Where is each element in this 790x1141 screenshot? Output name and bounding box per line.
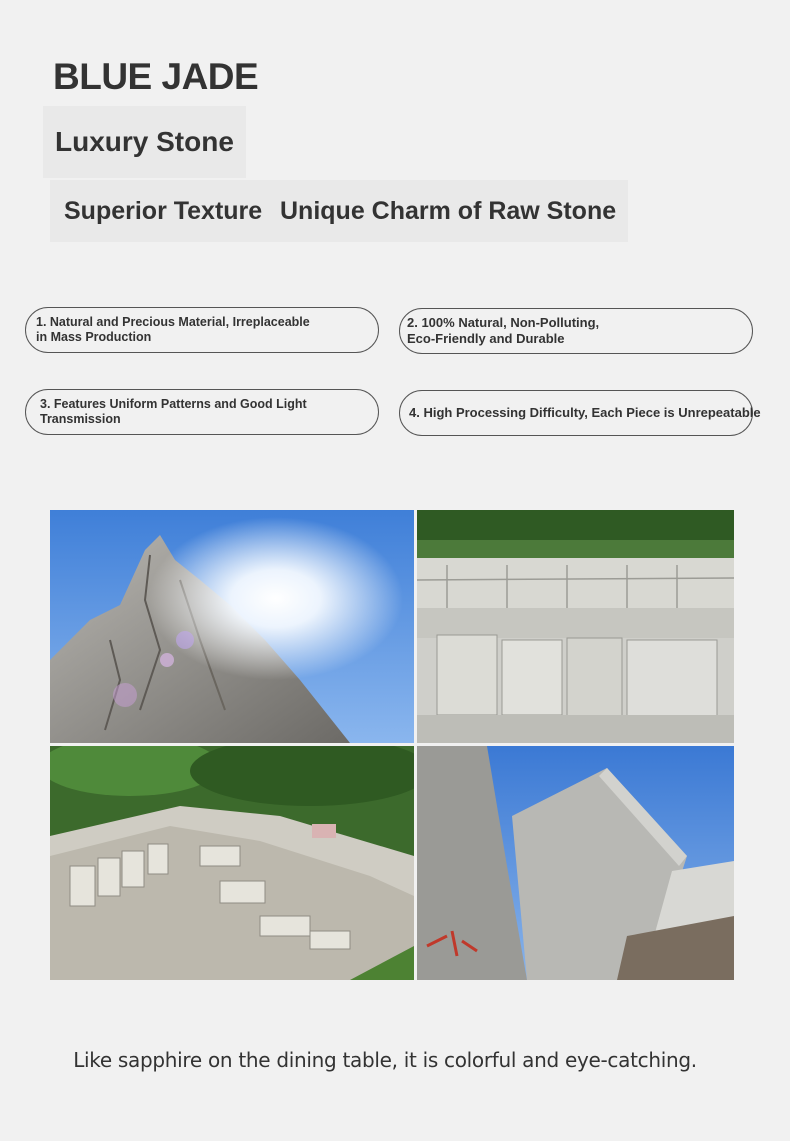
- feature-pill-1: [25, 307, 379, 353]
- feature-3-line-1: 3. Features Uniform Patterns and Good Light: [40, 397, 307, 411]
- feature-4-line-1: 4. High Processing Difficulty, Each Piece is Unrepeatable: [409, 405, 761, 421]
- stone-block-sky-photo: [417, 746, 734, 980]
- tag-unique-charm: Unique Charm of Raw Stone: [268, 180, 628, 242]
- feature-pill-4: [399, 390, 761, 436]
- feature-pill-2: [399, 308, 753, 354]
- feature-2-line-1: 2. 100% Natural, Non-Polluting,: [407, 315, 600, 331]
- feature-pill-3: [25, 389, 379, 435]
- feature-1-line-2: in Mass Production: [36, 330, 152, 344]
- quarry-photo-grid: [50, 510, 734, 980]
- page-title: BLUE JADE: [53, 56, 259, 97]
- feature-3-line-2: Transmission: [40, 412, 121, 426]
- feature-2-line-2: Eco-Friendly and Durable: [407, 331, 565, 346]
- caption-text: Like sapphire on the dining table, it is colorful and eye-catching.: [73, 1048, 697, 1072]
- open-pit-quarry-photo: [50, 746, 414, 980]
- tag-luxury-stone: Luxury Stone: [43, 106, 246, 178]
- feature-1-line-1: 1. Natural and Precious Material, Irreplaceable: [36, 315, 310, 329]
- quarry-blocks-photo: [417, 510, 734, 743]
- mountain-sun-photo: [50, 510, 414, 743]
- tag-superior-texture: Superior Texture: [50, 180, 272, 242]
